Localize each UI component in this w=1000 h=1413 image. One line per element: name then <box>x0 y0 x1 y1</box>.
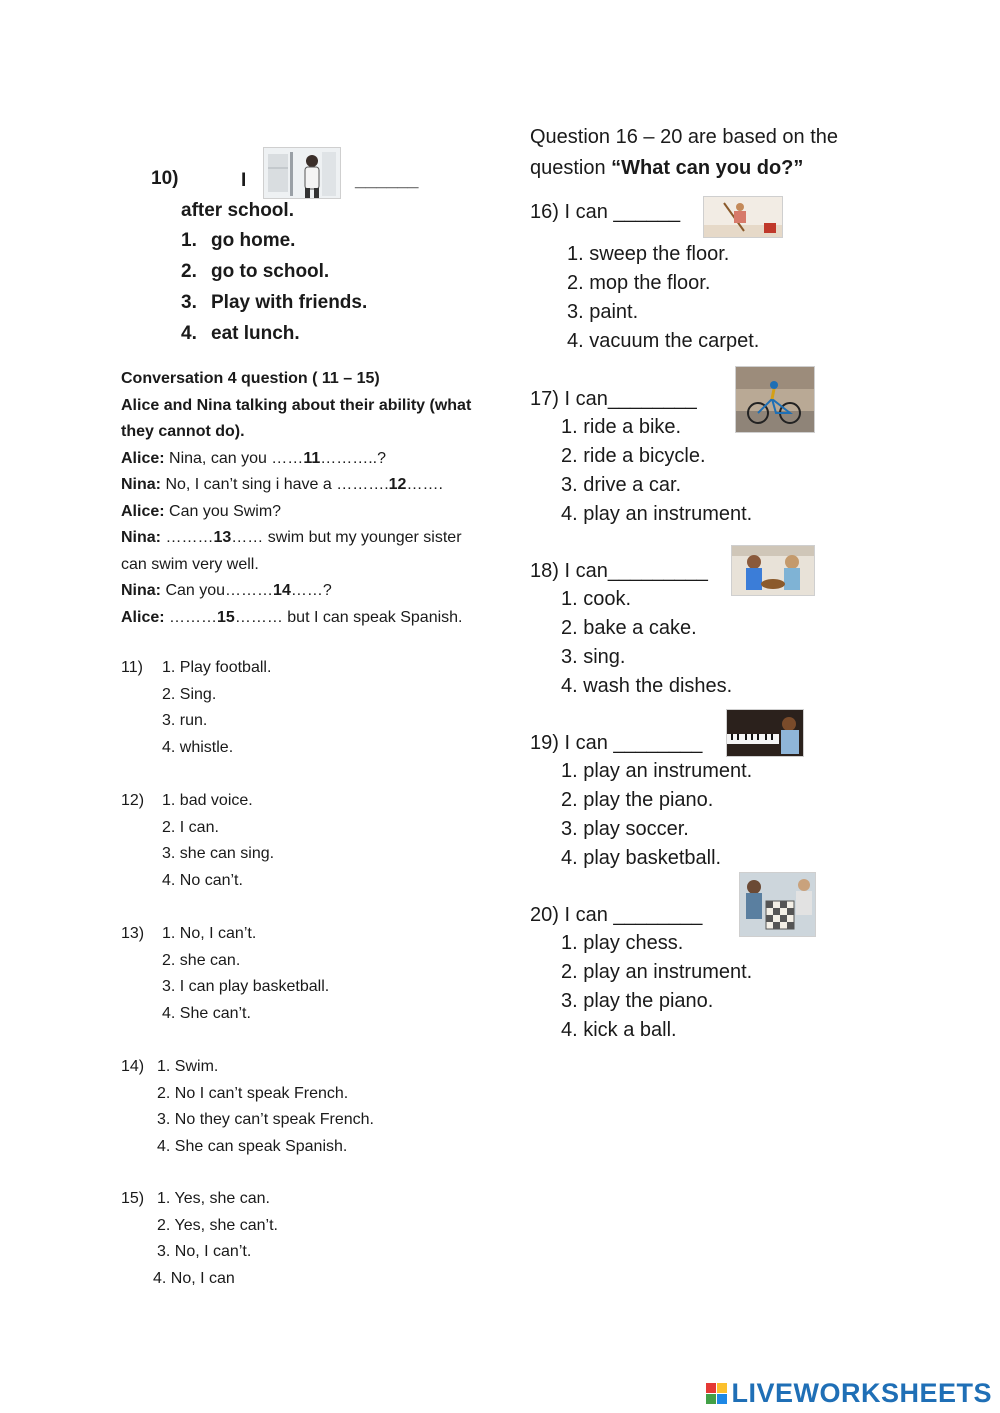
q17-options <box>561 413 752 529</box>
option[interactable]: 1. sweep the floor. <box>567 243 730 265</box>
dialogue-line: Nina: ………13…… swim but my younger sister can swim very well. <box>121 529 462 573</box>
conversation-section <box>121 366 481 631</box>
liveworksheets-logo <box>706 1378 992 1409</box>
question-label: 13) <box>121 925 145 942</box>
option[interactable]: 3. Play with friends. <box>181 292 368 313</box>
option[interactable]: 2. play an instrument. <box>561 961 753 983</box>
option[interactable]: 2. Sing. <box>162 685 217 703</box>
question-pronoun: I <box>241 170 247 191</box>
question-number: 10) <box>151 168 179 189</box>
option[interactable]: 3. No they can’t speak French. <box>157 1111 374 1128</box>
question-label: 11) <box>121 659 143 676</box>
option[interactable]: 3. she can sing. <box>162 845 275 862</box>
question-tail: after school. <box>181 200 294 221</box>
dialogue-line: Nina: No, I can’t sing i have a ……….12……. <box>121 476 443 493</box>
question-13 <box>121 921 329 1027</box>
question-19 <box>530 729 752 873</box>
question-11 <box>121 655 271 761</box>
option[interactable]: 2. go to school. <box>181 261 330 282</box>
conversation-heading: Conversation 4 question ( 11 – 15) <box>121 370 380 387</box>
q19-options <box>561 757 752 873</box>
right-heading: Question 16 – 20 are based on the question “What can you do?” <box>530 126 839 179</box>
dialogue-line: Alice: Nina, can you ……11………..? <box>121 449 387 467</box>
q10-options <box>181 230 367 354</box>
option[interactable]: 1. Yes, she can. <box>157 1190 270 1207</box>
question-label: 14) <box>121 1058 145 1075</box>
option[interactable]: 1. cook. <box>561 588 632 610</box>
question-label: 15) <box>121 1190 145 1207</box>
option[interactable]: 2. I can. <box>162 818 219 836</box>
answer-blank[interactable]: ______ <box>355 170 419 191</box>
option[interactable]: 4. No, I can <box>153 1269 235 1287</box>
option[interactable]: 4. No can’t. <box>162 871 243 889</box>
option[interactable]: 1. Play football. <box>162 659 272 676</box>
option[interactable]: 4. wash the dishes. <box>561 675 733 697</box>
option[interactable]: 1. go home. <box>181 230 296 251</box>
conversation-subheading: Alice and Nina talking about their ability (what they cannot do). <box>121 396 472 440</box>
option[interactable]: 2. Yes, she can’t. <box>157 1216 278 1234</box>
walking-home-photo <box>263 147 341 199</box>
question-18 <box>530 557 732 701</box>
option[interactable]: 4. eat lunch. <box>181 323 300 344</box>
question-stem: 17) I can________ <box>530 388 697 410</box>
option[interactable]: 1. ride a bike. <box>561 416 682 438</box>
option[interactable]: 4. play basketball. <box>561 847 722 869</box>
option[interactable]: 3. drive a car. <box>561 474 682 496</box>
brand-name: LIVEWORKSHEETS <box>731 1378 992 1408</box>
q16-options <box>567 240 759 356</box>
chess-photo <box>739 872 816 937</box>
question-12 <box>121 788 274 894</box>
option[interactable]: 1. bad voice. <box>162 792 253 809</box>
option[interactable]: 3. play the piano. <box>561 990 714 1012</box>
option[interactable]: 2. mop the floor. <box>567 272 711 294</box>
option[interactable]: 1. play an instrument. <box>561 760 753 782</box>
question-stem: 16) I can ______ <box>530 201 681 223</box>
option[interactable]: 4. She can’t. <box>162 1004 251 1022</box>
option[interactable]: 4. play an instrument. <box>561 503 753 525</box>
option[interactable]: 4. She can speak Spanish. <box>157 1137 348 1155</box>
cycling-photo <box>735 366 815 433</box>
option[interactable]: 1. No, I can’t. <box>162 925 257 942</box>
brand-logo-icon <box>706 1383 727 1404</box>
option[interactable]: 2. ride a bicycle. <box>561 445 706 467</box>
question-15 <box>121 1186 278 1292</box>
option[interactable]: 3. play soccer. <box>561 818 689 840</box>
dialogue-line: Nina: Can you………14……? <box>121 582 332 599</box>
dialogue-line: Alice: ………15……… but I can speak Spanish. <box>121 608 463 626</box>
question-stem: 18) I can_________ <box>530 560 708 582</box>
option[interactable]: 4. vacuum the carpet. <box>567 330 760 352</box>
option[interactable]: 2. bake a cake. <box>561 617 697 639</box>
option[interactable]: 4. kick a ball. <box>561 1019 677 1041</box>
option[interactable]: 3. paint. <box>567 301 639 323</box>
question-stem: 20) I can ________ <box>530 904 703 926</box>
q18-options <box>561 585 732 701</box>
option[interactable]: 3. I can play basketball. <box>162 978 330 995</box>
sweeping-photo <box>703 196 783 238</box>
dialogue-line: Alice: Can you Swim? <box>121 502 282 520</box>
option[interactable]: 4. whistle. <box>162 738 234 756</box>
q20-options <box>561 929 752 1045</box>
cooking-photo <box>731 545 815 596</box>
option[interactable]: 3. run. <box>162 712 208 729</box>
option[interactable]: 2. play the piano. <box>561 789 714 811</box>
question-17 <box>530 385 752 529</box>
question-14 <box>121 1054 374 1160</box>
option[interactable]: 1. play chess. <box>561 932 684 954</box>
option[interactable]: 1. Swim. <box>157 1058 219 1075</box>
question-stem: 19) I can ________ <box>530 732 703 754</box>
option[interactable]: 2. she can. <box>162 951 241 969</box>
question-20 <box>530 901 752 1045</box>
option[interactable]: 3. sing. <box>561 646 626 668</box>
option[interactable]: 3. No, I can’t. <box>157 1243 252 1260</box>
piano-photo <box>726 709 804 757</box>
option[interactable]: 2. No I can’t speak French. <box>157 1084 349 1102</box>
question-label: 12) <box>121 792 145 809</box>
